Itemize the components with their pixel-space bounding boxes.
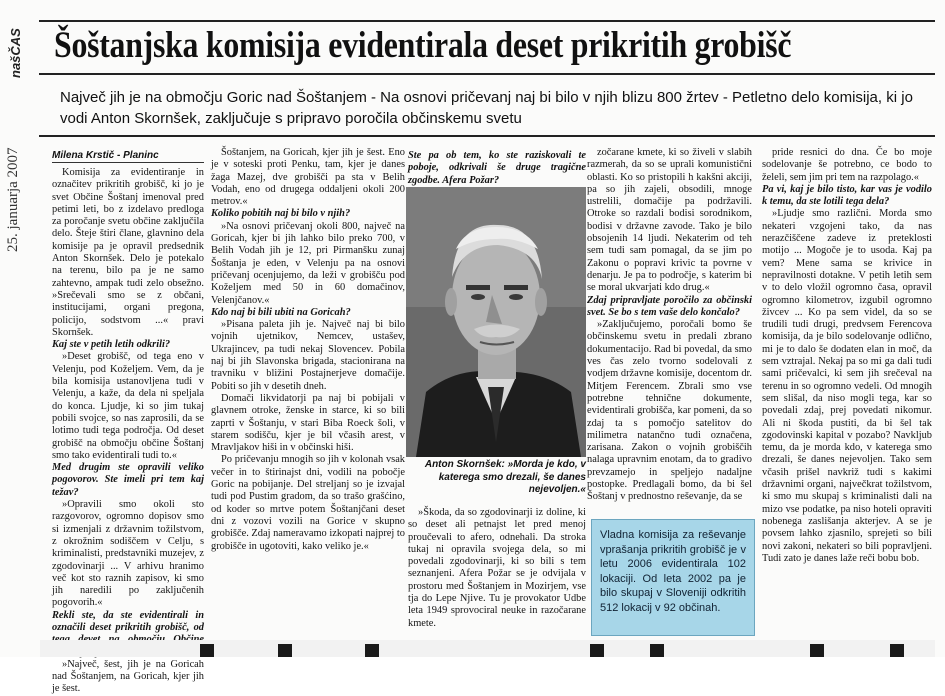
interview-question: Kaj ste v petih letih odkrili? (52, 339, 171, 351)
column-3-question: Ste pa ob tem, ko ste raziskovali te poboje, odkrivali še druge tragične zgodbe. Afera Požar? (408, 150, 586, 186)
publication-date: 25. januarja 2007 (5, 147, 21, 252)
article-subtitle: Največ jih je na območju Goric nad Šoštanjem - Na osnovi pričevanj naj bi bilo v njih blizu 800 žrtev - Petletno delo komisija, ki jo vodi Anton Skornšek, zaključuje s pripravo poročila občinskemu svetu (60, 89, 913, 127)
photo-caption: Anton Skornšek: »Morda je kdo, v katerega smo drezali, še danes nejevoljen.« (424, 459, 586, 495)
text-column-4 (587, 147, 752, 517)
interview-question: Koliko pobitih naj bi bilo v njih? (211, 208, 351, 220)
publication-logo: našČAS (8, 28, 23, 78)
article-paragraph: »Opravili smo okoli sto razgovorov, ogromno dopisov smo si izmenjali z državnim tožilstvom, z okrožnim sodiščem v Celju, s kriminalisti, predstavniki muzejev, z zgodovinarji ... V arhivu hranimo več kot sto raznih zapisov, ki smo jih naredili po zaključenih pogovorih.« (52, 499, 204, 609)
article-paragraph: zočarane kmete, ki so živeli v slabih razmerah, da so se uprali komunistični oblasti. Ko so pristopili h kakšni akciji, pa so jih zajeli, obsodili, mnoge ustrelili, domačije pa podržavili. Otroke so razdali bodisi sorodnikom, bodisi v državne zavode. Tako je bilo obsojenih 14 ljudi. Nekaterim od teh sem tudi sam pomagal, da se jim po Zakonu o popravi krivic ta povrne v denarju. Je pa to področje, s katerim bi se moral ukvarjati kdo drug.« (587, 147, 752, 294)
article-title: Šoštanjska komisija evidentirala deset prikritih grobišč (54, 25, 792, 66)
text-column-2 (211, 147, 405, 622)
subtitle-rule (39, 135, 935, 137)
article-paragraph: »Škoda, da so zgodovinarji iz doline, ki so deset ali petnajst let pred menoj proučevali to afero, odnehali. Da stroka tukaj ni opravila svojega dela, so mi povedali zgodovinarji, ki so bili s tem seznanjeni. Afera Požar se je odvijala v prostoru med Šoštanjem in Mozirjem, vse tja do Lepe Njive. Tu je provokator Udbe leta 1949 sprovociral neuke in razočarane kmete. (408, 507, 586, 629)
article-paragraph: »Največ, šest, jih je na Goricah nad Šoštanjem, na Goricah, kjer jih je šest. (52, 658, 204, 695)
scan-mark (278, 644, 292, 657)
scan-mark (810, 644, 824, 657)
text-column-5 (762, 147, 932, 607)
scan-mark (590, 644, 604, 657)
article-paragraph: »Deset grobišč, od tega eno v Velenju, pod Koželjem. Vem, da je bila komisija ustanovljena tudi v Velenju, a kaže, da dela ni speljala do konca. Ljudje, ki so jim tukaj pobili svojce, so nas zaprosili, da se lotimo tudi tega področja. Od deset grobišč na območju občine Šoštanj smo tako evidentirali tudi to.« (52, 351, 204, 461)
article-paragraph: pride resnici do dna. Če bo moje sodelovanje še potrebno, ce bodo to želeli, sem jim pri tem na razpolago.« (762, 147, 932, 183)
article-paragraph: Domači likvidatorji pa naj bi pobijali v glavnem otroke, ženske in starce, ki so bili zaprti v Šoštanju, v stari Biba Roeck šoli, v starem sodišču, kjer je bil včasih arest, v Mravljakov hiši in v občinski hiši. (211, 392, 405, 454)
interview-question: Med drugim ste opravili veliko pogovorov. Ste imeli pri tem kaj težav? (52, 462, 204, 498)
portrait-photo (406, 187, 586, 457)
article-paragraph: »Na osnovi pričevanj okoli 800, največ na Goricah, kjer bi jih lahko bilo preko 700, v Belih Vodah jih je 12, pri Pirmanšku zunaj Šoštanja je eden, v Velenju pa na osnovi pričevanj ocenjujemo, da leži v grobišču pod Koželjem med 50 in 60 domačinov, Velenjčanov.« (211, 220, 405, 306)
interview-question: Rekli ste, da ste evidentirali in označili deset prikritih grobišč, od (52, 609, 204, 633)
bottom-scan-strip (40, 640, 935, 657)
text-column-1 (52, 167, 204, 695)
scan-mark (890, 644, 904, 657)
article-paragraph: »Pisana paleta jih je. Največ naj bi bilo vojnih ujetnikov, Nemcev, ustašev, Ukrajincev, pa tudi nekaj Slovencev. Pobila naj bi jih Slavonska brigada, stacionirana na travniku v bližini Postajnerjeve domačije. Pobiti so jih v desetih dneh. (211, 319, 405, 392)
text-column-3 (408, 507, 586, 635)
scan-mark (200, 644, 214, 657)
interview-question: Kdo naj bi bili ubiti na Goricah? (211, 306, 351, 318)
scan-mark (650, 644, 664, 657)
article-paragraph: Komisija za evidentiranje in označitev prikritih grobišč, ki jo je svet Občine Šoštanj imenoval pred petimi leti, bo z izdelavo predloga za poročanje svetu občine zaključila delo. Šteje štiri člane, glavnino dela komisije pa je opravil predsednik Anton Skornšek. Delo je potekalo na terenu, bilo pa je ne samo zahtevno, ampak tudi zelo obsežno. »Srečevali smo se z občani, institucijami, organi pregona, policijo, sodstvom ...« pravi Skornšek. (52, 167, 204, 338)
article-paragraph: »Ljudje smo različni. Morda smo nekateri vzgojeni tako, da nas nerazčiščene zadeve iz preteklosti motijo ... Mogoče je to usoda. Kaj pa vem? Mene sama se krivice in nepravilnosti dotakne. V petih letih sem v to delo vložil ogromno časa, opravil ogromno kilometrov, izgubil ogromno živcev ... Ko pa sem videl, da so se trudili tudi drugi, predvsem Ferencova komisija, da je bilo sodelovanje odlično, mi je to dalo še dodaten elan in moč, da sem vztrajal. Nekaj pa so mi ga dali tudi sami pričevalci, ki sem jih srečeval na terenu in so ogromno vedeli. Od mnogih sem slišal, da niso mogli tega, kar so povedali zdaj, prej povedati nikomur. Ali ni škoda pustiti, da bi šel tak zgodovinski kapital v pozabo? Navkljub temu, da je morda kdo, v katerega smo drezali, še danes nejevoljen. Tako sem včasih prišel navkriž tudi s kakimi državnimi organi, največkrat tožilstvom, ki smo mu skupaj s kriminalisti dali na mizo vse podatke, pa niso hoteli opraviti nobenega zaslišanja akterjev. A se je povsem lahko zjasnilo, sprejeti so bili novi zakoni, nekateri so bili popravljeni. Tudi zato je danes laže reči bobu bob. (762, 208, 932, 564)
interview-question: Zdaj pripravljate poročilo za občinski svet. Se bo s tem vaše delo končalo? (587, 294, 752, 318)
article-paragraph: »Zaključujemo, poročali bomo še občinskemu svetu in predali zbrano dokumentacijo. Rad bi povedal, da smo ves čas zelo tvorno sodelovali z vodjem državne komisije, docentom dr. Mitjem Ferencem. Zbrali smo vse potrebne tehnične dokumente, evidentirali grobišča, kar pomeni, da so zdaj ta s pomočjo satelitov do milimetra natančno tudi označena, zarisana. Zakon o vojnih grobiščih nalaga upravnim enotam, da to gradivo prevzamejo in speljejo nadaljne postopke. Predlagali bomo, da bi šel Šoštanj v prednostno reševanje, da se (587, 319, 752, 503)
interview-question: Pa vi, kaj je bilo tisto, kar vas je vodilo k temu, da ste lotili tega dela? (762, 183, 932, 208)
title-rule (39, 73, 935, 75)
article-paragraph: Po pričevanju mnogih so jih v kolonah vsak večer in to štirinajst dni, vodili na pobočje Goric na pobijanje. Del streljanj so je izvajal tudi pod Pustim gradom, da so trašo grašćino, od koder so mrtve potem Šoštanjčani deset dni z vozovi vozili na Gorice v skupno grobišče. Zdaj nameravamo izkopati najprej to grobišče in ugotoviti, kako veliko je.« (211, 454, 405, 552)
author-byline: Milena Krstič - Planinc (52, 150, 204, 163)
portrait-illustration (406, 187, 586, 457)
article-paragraph: Šoštanjem, na Goricah, kjer jih je šest. Eno je v soteski proti Penku, tam, kjer je danes žaga Mazej, dve grobišči pa sta v Belih Vodah, eno od drugega oddaljeni okoli 200 metrov.« (211, 147, 405, 208)
info-box: Vladna komisija za reševanje vprašanja prikritih grobišč je v letu 2006 evidentirala 102 lokaciji. Od leta 2002 pa je bilo skupaj v Sloveniji odkritih 512 lokacij v 92 občinah. (591, 519, 755, 636)
scan-mark (365, 644, 379, 657)
